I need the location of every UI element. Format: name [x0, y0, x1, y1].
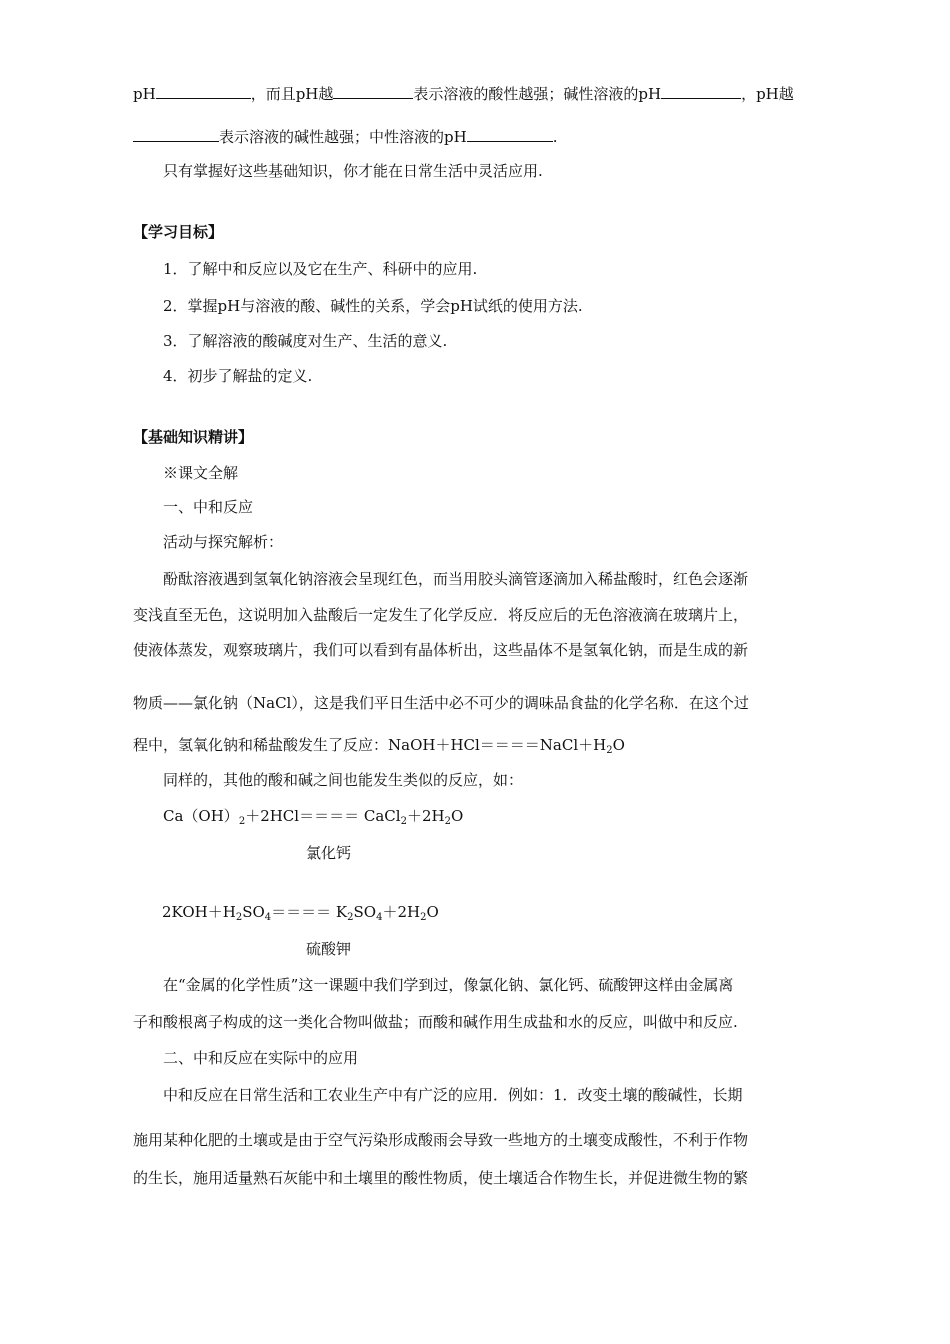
basics-note: ※课文全解	[163, 464, 239, 482]
basics-heading: 【基础知识精讲】	[133, 428, 254, 446]
fill-blank[interactable]	[467, 127, 553, 142]
text: 2KOH＋H	[162, 903, 236, 921]
subscript: 2	[606, 745, 613, 756]
text: ＋2HCl＝＝＝＝ CaCl	[245, 807, 401, 825]
text: .	[552, 128, 558, 146]
subscript: 4	[376, 912, 383, 923]
text: ，而且pH越	[250, 85, 334, 103]
goal-item: 4．初步了解盐的定义.	[163, 367, 313, 385]
subscript: 2	[400, 816, 407, 827]
text: ＋2H	[382, 903, 421, 921]
paragraph-line: 在“金属的化学性质”这一课题中我们学到过，像氯化钠、氯化钙、硫酸钾这样由金属离	[163, 976, 734, 994]
goal-item: 3．了解溶液的酸碱度对生产、生活的意义.	[163, 332, 448, 350]
section-title: 二、中和反应在实际中的应用	[163, 1049, 359, 1067]
text: O	[426, 903, 439, 921]
fill-blank[interactable]	[133, 127, 219, 142]
text: Ca（OH）	[163, 807, 239, 825]
fill-blank[interactable]	[156, 84, 251, 99]
text: ＋2H	[406, 807, 445, 825]
paragraph-line	[133, 735, 625, 755]
activity-label: 活动与探究解析：	[163, 533, 284, 551]
section-title: 一、中和反应	[163, 498, 254, 516]
paragraph-line: 物质——氯化钠（NaCl），这是我们平日生活中必不可少的调味品食盐的化学名称．在这个过	[133, 694, 749, 712]
text: 表示溶液的酸性越强；碱性溶液的pH	[413, 85, 662, 103]
subscript: 2	[235, 912, 243, 923]
text: ，pH越	[741, 85, 794, 103]
paragraph-line: 施用某种化肥的土壤或是由于空气污染形成酸雨会导致一些地方的土壤变成酸性，不利于作物	[133, 1131, 749, 1149]
paragraph-line: 变浅直至无色，这说明加入盐酸后一定发生了化学反应．将反应后的无色溶液滴在玻璃片上，	[133, 606, 749, 624]
subscript: 2	[444, 816, 451, 827]
paragraph-line: 同样的，其他的酸和碱之间也能发生类似的反应，如：	[163, 771, 524, 789]
text: O	[450, 807, 464, 825]
intro-line-3: 只有掌握好这些基础知识，你才能在日常生活中灵活应用.	[163, 162, 543, 180]
paragraph-line: 使液体蒸发，观察玻璃片，我们可以看到有晶体析出，这些晶体不是氢氧化钠，而是生成的新	[133, 641, 749, 659]
text: 程中，氢氧化钠和稀盐酸发生了反应：NaOH＋HCl＝＝＝＝NaCl＋H	[133, 736, 607, 754]
goal-item: 2．掌握pH与溶液的酸、碱性的关系，学会pH试纸的使用方法.	[163, 297, 583, 315]
paragraph-line: 酚酞溶液遇到氢氧化钠溶液会呈现红色，而当用胶头滴管逐滴加入稀盐酸时，红色会逐渐	[163, 570, 749, 588]
text: pH	[133, 85, 156, 103]
equation-2	[162, 902, 439, 922]
goal-item: 1．了解中和反应以及它在生产、科研中的应用.	[163, 260, 478, 278]
fill-blank[interactable]	[661, 84, 741, 99]
paragraph-line: 中和反应在日常生活和工农业生产中有广泛的应用．例如：1．改变土壤的酸碱性，长期	[163, 1086, 743, 1104]
paragraph-line: 子和酸根离子构成的这一类化合物叫做盐；而酸和碱作用生成盐和水的反应，叫做中和反应.	[133, 1013, 738, 1031]
text: SO	[242, 903, 265, 921]
text: SO	[353, 903, 377, 921]
text: 表示溶液的碱性越强；中性溶液的pH	[219, 128, 467, 146]
subscript: 2	[420, 912, 427, 923]
product-name: 硫酸钾	[306, 940, 352, 958]
intro-line-2	[133, 127, 557, 147]
text: ＝＝＝＝ K	[271, 903, 348, 921]
product-name: 氯化钙	[306, 844, 352, 862]
equation-1	[163, 806, 463, 826]
subscript: 2	[238, 816, 246, 827]
goals-heading: 【学习目标】	[133, 223, 224, 241]
intro-line-1	[133, 84, 794, 104]
paragraph-line: 的生长，施用适量熟石灰能中和土壤里的酸性物质，使土壤适合作物生长，并促进微生物的繁	[133, 1169, 749, 1187]
subscript: 4	[264, 912, 272, 923]
subscript: 2	[347, 912, 354, 923]
fill-blank[interactable]	[333, 84, 413, 99]
text: O	[612, 736, 625, 754]
